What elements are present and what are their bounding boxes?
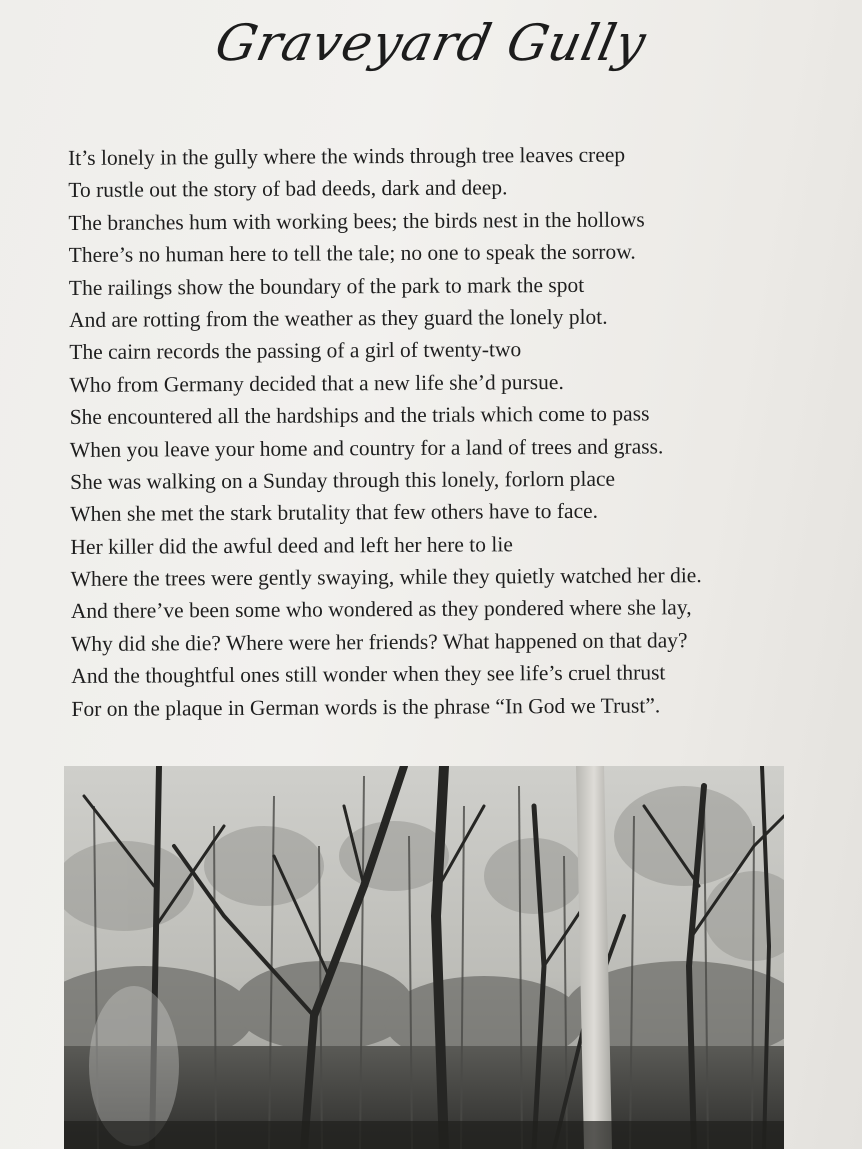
poem-line: The cairn records the passing of a girl of twenty-two	[69, 337, 522, 365]
poem-line: Why did she die? Where were her friends? What happened on that day?	[70, 628, 688, 656]
poem-line: The branches hum with working bees; the birds nest in the hollows	[68, 207, 645, 235]
poem-line: She encountered all the hardships and the trials which come to pass	[69, 401, 650, 430]
poem-line: When you leave your home and country for a land of trees and grass.	[69, 433, 664, 462]
poem-line: Who from Germany decided that a new life she’d pursue.	[69, 369, 564, 397]
poem-body	[68, 137, 832, 725]
poem-line: And the thoughtful ones still wonder when they see life’s cruel thrust	[71, 660, 666, 689]
poem-line: For on the plaque in German words is the phrase “In God we Trust”.	[71, 693, 661, 721]
poem-line: And are rotting from the weather as they guard the lonely plot.	[69, 304, 608, 332]
poem-line: It’s lonely in the gully where the winds through tree leaves creep	[68, 142, 626, 170]
poem-line: Her killer did the awful deed and left her here to lie	[70, 531, 513, 559]
poem-line: There’s no human here to tell the tale; no one to speak the sorrow.	[68, 239, 636, 268]
poem-line: Where the trees were gently swaying, while they quietly watched her die.	[70, 563, 702, 592]
forest-photo	[64, 766, 784, 1149]
poem-line: She was walking on a Sunday through this lonely, forlorn place	[70, 466, 616, 494]
poem-line: And there’ve been some who wondered as they pondered where she lay,	[70, 595, 692, 624]
poem-line: When she met the stark brutality that few others have to face.	[70, 499, 599, 527]
poem-title: Graveyard Gully	[210, 14, 652, 72]
poem-line: The railings show the boundary of the park to mark the spot	[68, 272, 585, 300]
poem-line: To rustle out the story of bad deeds, dark and deep.	[68, 175, 508, 203]
forest-photo-image	[64, 766, 784, 1149]
